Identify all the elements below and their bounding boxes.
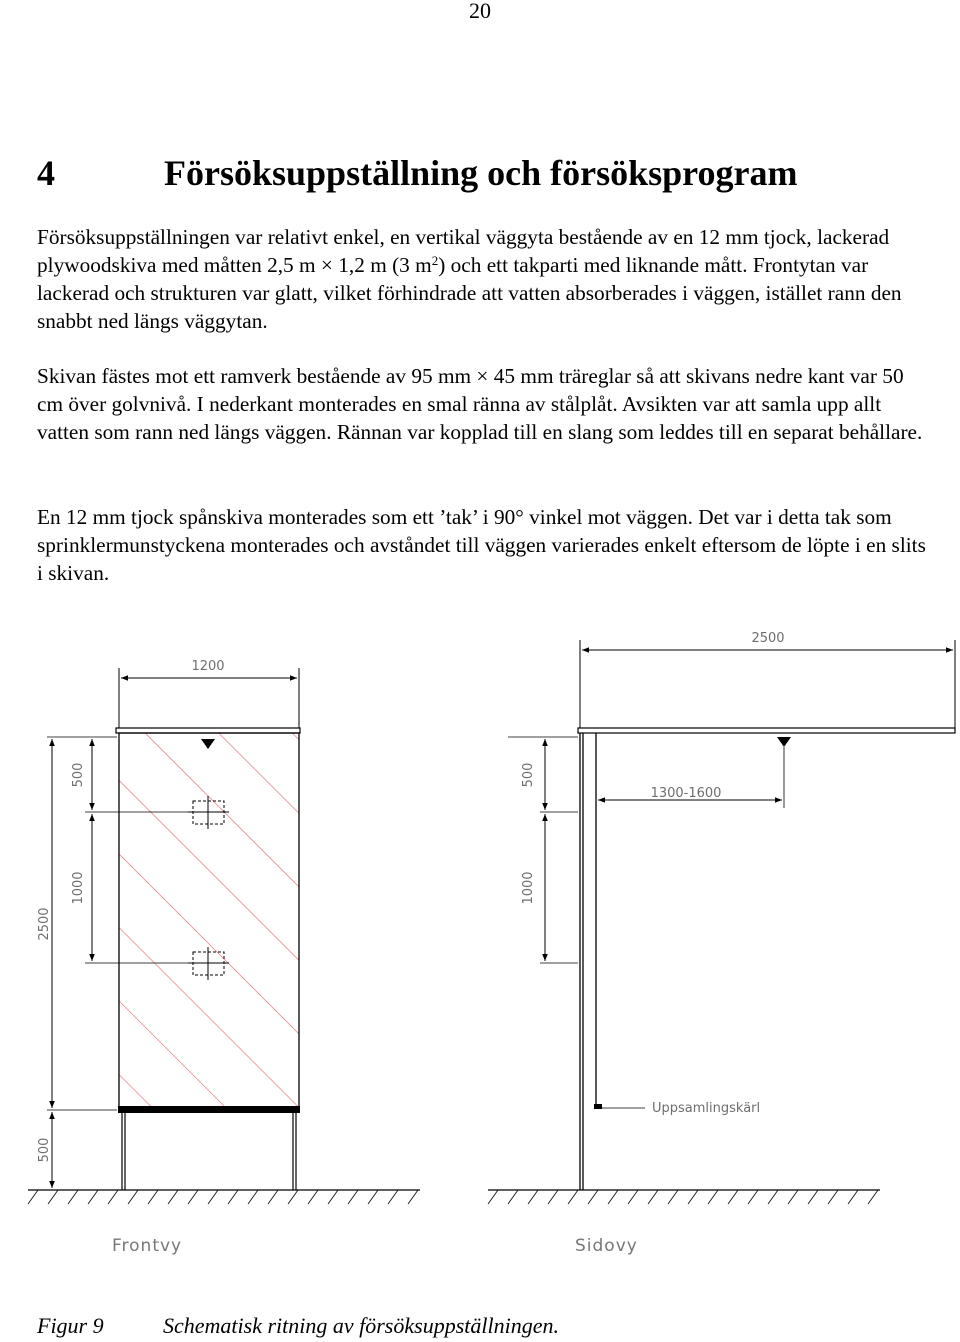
ground-hatch-side (488, 1190, 878, 1204)
paragraph-3: En 12 mm tjock spånskiva monterades som ett ’tak’ i 90° vinkel mot väggen. Det var i detta tak som sprinklermunstyckena monterades och avståndet till väggen varierades enkelt eftersom de löpte i en slits i skivan. (37, 505, 926, 585)
paragraph-1 (37, 223, 927, 335)
schematic-drawing (0, 620, 960, 1270)
front-dim-500-bottom: 500 (37, 1137, 52, 1163)
front-dim-2500: 2500 (37, 907, 52, 941)
nozzle-marker-side (777, 737, 791, 747)
front-width-label: 1200 (191, 659, 225, 674)
gutter-side (594, 1104, 602, 1109)
figure-caption (37, 1313, 559, 1339)
page-number: 20 (469, 0, 491, 23)
section-number: 4 (37, 153, 55, 193)
section-title: Försöksuppställning och försöksprogram (164, 153, 798, 193)
gutter-label: Uppsamlingskärl (652, 1101, 761, 1116)
side-width-label: 2500 (751, 631, 785, 646)
side-view-label: Sidovy (575, 1236, 638, 1256)
paragraph-1-text-a: Försöksuppställningen var relativt enkel, en vertikal väggyta bestående av en 12 mm tjock, lackerad plywoodskiva med måtten 2,5 m × 1,2 m (3 m (37, 225, 890, 277)
superscript-2: 2 (431, 253, 439, 268)
front-dim-500-top: 500 (71, 762, 86, 788)
ground-hatch-front (28, 1190, 418, 1204)
wall-panel (119, 733, 299, 1108)
gutter (118, 1106, 300, 1113)
front-view-label: Frontvy (112, 1236, 183, 1256)
roof-plate (578, 728, 955, 733)
figure-label: Figur 9 (37, 1313, 104, 1338)
front-view (28, 659, 420, 1256)
side-view (488, 631, 955, 1256)
distance-label: 1300-1600 (650, 786, 722, 801)
side-dim-1000: 1000 (521, 871, 536, 905)
side-dim-500: 500 (521, 762, 536, 788)
figure-caption-text: Schematisk ritning av försöksuppställningen. (163, 1313, 559, 1338)
section-heading (37, 152, 797, 194)
paragraph-2: Skivan fästes mot ett ramverk bestående av 95 mm × 45 mm träreglar så att skivans nedre kant var 50 cm över golvnivå. I nederkant monterades en smal ränna av stålplåt. Avsikten var att samla upp allt vatten som rann ned längs väggen. Rännan var kopplad till en slang som leddes till en separat behållare. (37, 364, 923, 444)
front-dim-1000: 1000 (71, 871, 86, 905)
paragraph-1-text-b: ) och ett takparti med liknande mått. Frontytan var lackerad och strukturen var glatt, vilket förhindrade att vatten absorberades i väggen, istället rann den snabbt ned längs väggytan. (37, 253, 902, 333)
